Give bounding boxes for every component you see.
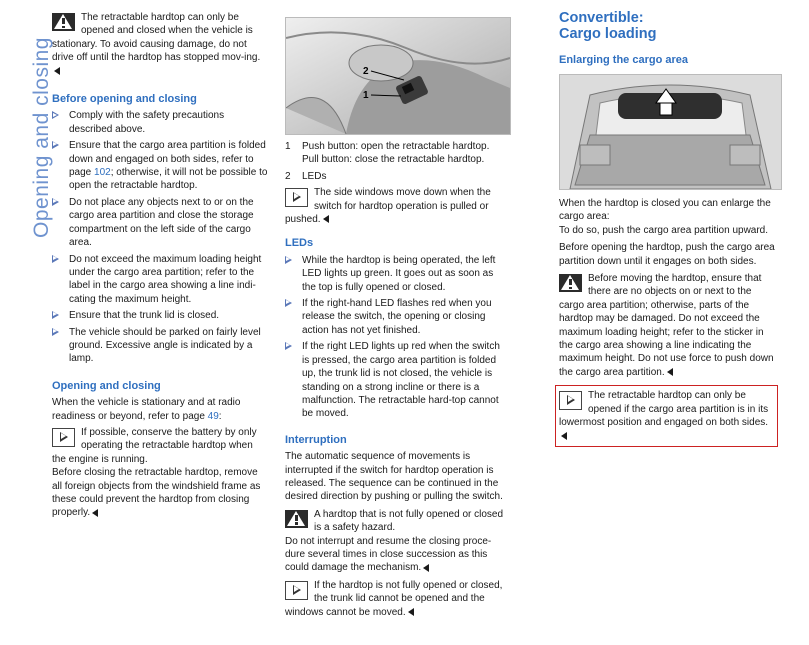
bullet-icon: [52, 255, 59, 263]
chapter-side-title-text: Opening and closing: [30, 37, 53, 238]
interrupt-text: Do not interrupt and resume the closing proce-dure several times in close succession as this could damage the mechanism.: [285, 535, 492, 574]
list-item: While the hardtop is being operated, the left LED lights up green. It goes out as soon as the top is fully opened or closed.: [285, 254, 503, 294]
figure-label: 2: [363, 66, 369, 77]
list-item: If the right LED lights up red when the switch is pressed, the cargo area partition is folded up, the trunk lid is not closed, the vehicle is standing on a strong incline or there is a malfunction. The retractable hard-top cannot be moved.: [285, 340, 503, 420]
highlighted-note-partition: The retractable hardtop can only be opened if the cargo area partition is in its lowermost position and engaged on both sides.: [555, 385, 778, 447]
list-item: The vehicle should be parked on fairly level ground. Excessive angle is indicated by a lamp.: [52, 326, 268, 366]
list-item: Do not exceed the maximum loading height under the cargo area partition; refer to the label in the cargo area showing a line indi-cating the maximum height.: [52, 253, 268, 307]
page-link[interactable]: 49: [207, 410, 219, 422]
note-icon: [559, 391, 582, 410]
chapter-side-title: [6, 10, 53, 250]
oc-text: When the vehicle is stationary and at radio readiness or beyond, refer to page 49:: [52, 397, 241, 422]
bullet-icon: [52, 198, 59, 206]
section-title: Convertible: Cargo loading: [559, 10, 657, 42]
bullet-icon: [285, 342, 292, 350]
warning-icon: [285, 510, 308, 528]
note-icon: [285, 188, 308, 207]
switch-illustration: [286, 18, 510, 134]
bullet-icon: [285, 299, 292, 307]
note-windows: The side windows move down when the switch for hardtop operation is pulled or pushed.: [285, 187, 491, 226]
list-item: Ensure that the cargo area partition is folded down and engaged on both sides, refer to page 102; otherwise, it will not be possible to open the retractable hardtop.: [52, 139, 268, 193]
note-icon: [285, 581, 308, 600]
interruption-text: The automatic sequence of movements is interrupted if the switch for hardtop operation is released. The sequence can be continued in the desired direction by pushing or pulling the switch.: [285, 451, 503, 503]
warning-icon: [52, 13, 75, 31]
bullet-icon: [285, 256, 292, 264]
end-marker-icon: [92, 509, 98, 517]
column-left: [52, 11, 268, 523]
figure-hardtop-switch: [285, 17, 511, 135]
bullet-icon: [52, 141, 59, 149]
enlarging-heading: Enlarging the cargo area: [559, 54, 688, 66]
figure-label: 1: [363, 90, 369, 101]
list-item: If the right-hand LED flashes red when you release the switch, the opening or closing action has not yet finished.: [285, 297, 503, 337]
cargo-illustration: [560, 75, 781, 189]
end-marker-icon: [54, 67, 60, 75]
end-marker-icon: [667, 368, 673, 376]
oc-heading: Opening and closing: [52, 379, 161, 392]
cargo-text-1: When the hardtop is closed you can enlarge the cargo area:: [559, 198, 771, 223]
bullet-icon: [52, 311, 59, 319]
before-heading: Before opening and closing: [52, 93, 197, 106]
note-trunk: If the hardtop is not fully opened or closed, the trunk lid cannot be opened and the windows cannot be moved.: [285, 579, 503, 618]
cargo-text-3: Before opening the hardtop, push the cargo area partition down until it engages on both sides.: [559, 242, 775, 267]
foreign-text: Before closing the retractable hardtop, remove all foreign objects from the windshield frame as these could prevent the hardtop from closing properly.: [52, 467, 261, 519]
list-item: Do not place any objects next to or on the cargo area partition and close the storage compartment on the left side of the cargo area.: [52, 196, 268, 250]
page-link[interactable]: 102: [94, 167, 111, 179]
note-icon: [52, 428, 75, 447]
end-marker-icon: [408, 608, 414, 616]
end-marker-icon: [323, 215, 329, 223]
bullet-icon: [52, 328, 59, 336]
end-marker-icon: [561, 432, 567, 440]
leds-list: [285, 254, 503, 421]
numbered-item-1: 1 Push button: open the retractable hardtop. Pull button: close the retractable hardtop.: [285, 141, 490, 166]
column-right: [559, 10, 779, 67]
cargo-text-2: To do so, push the cargo area partition upward.: [559, 224, 769, 236]
note-battery: If possible, conserve the battery by only operating the retractable hardtop when the engine is running.: [52, 426, 257, 465]
column-middle: [285, 140, 503, 619]
bullet-icon: [52, 111, 59, 119]
list-item: Ensure that the trunk lid is closed.: [52, 309, 268, 322]
leds-heading: LEDs: [285, 237, 314, 250]
list-item: Comply with the safety precautions described above.: [52, 109, 268, 136]
warning-intro: The retractable hardtop can only be opened and closed when the vehicle is stationary. To avoid causing damage, do not drive off until the hardtop has stopped mov-ing.: [52, 11, 268, 78]
warning-moving: Before moving the hardtop, ensure that there are no objects on or next to the cargo area partition; otherwise, parts of the hardtop may be damaged. Do not exceed the maximum loading height; refer to the sticker in the cargo area showing a line indicating the maximum height. Do not use force to push down the cargo area partition.: [559, 273, 774, 378]
column-right-body: [559, 197, 779, 447]
warning-icon: [559, 274, 582, 292]
figure-cargo-area: [559, 74, 782, 190]
numbered-item-2: 2 LEDs: [285, 170, 327, 182]
end-marker-icon: [423, 564, 429, 572]
warning-hazard: A hardtop that is not fully opened or closed is a safety hazard.: [285, 508, 503, 535]
before-list: [52, 109, 268, 365]
interruption-heading: Interruption: [285, 433, 347, 446]
